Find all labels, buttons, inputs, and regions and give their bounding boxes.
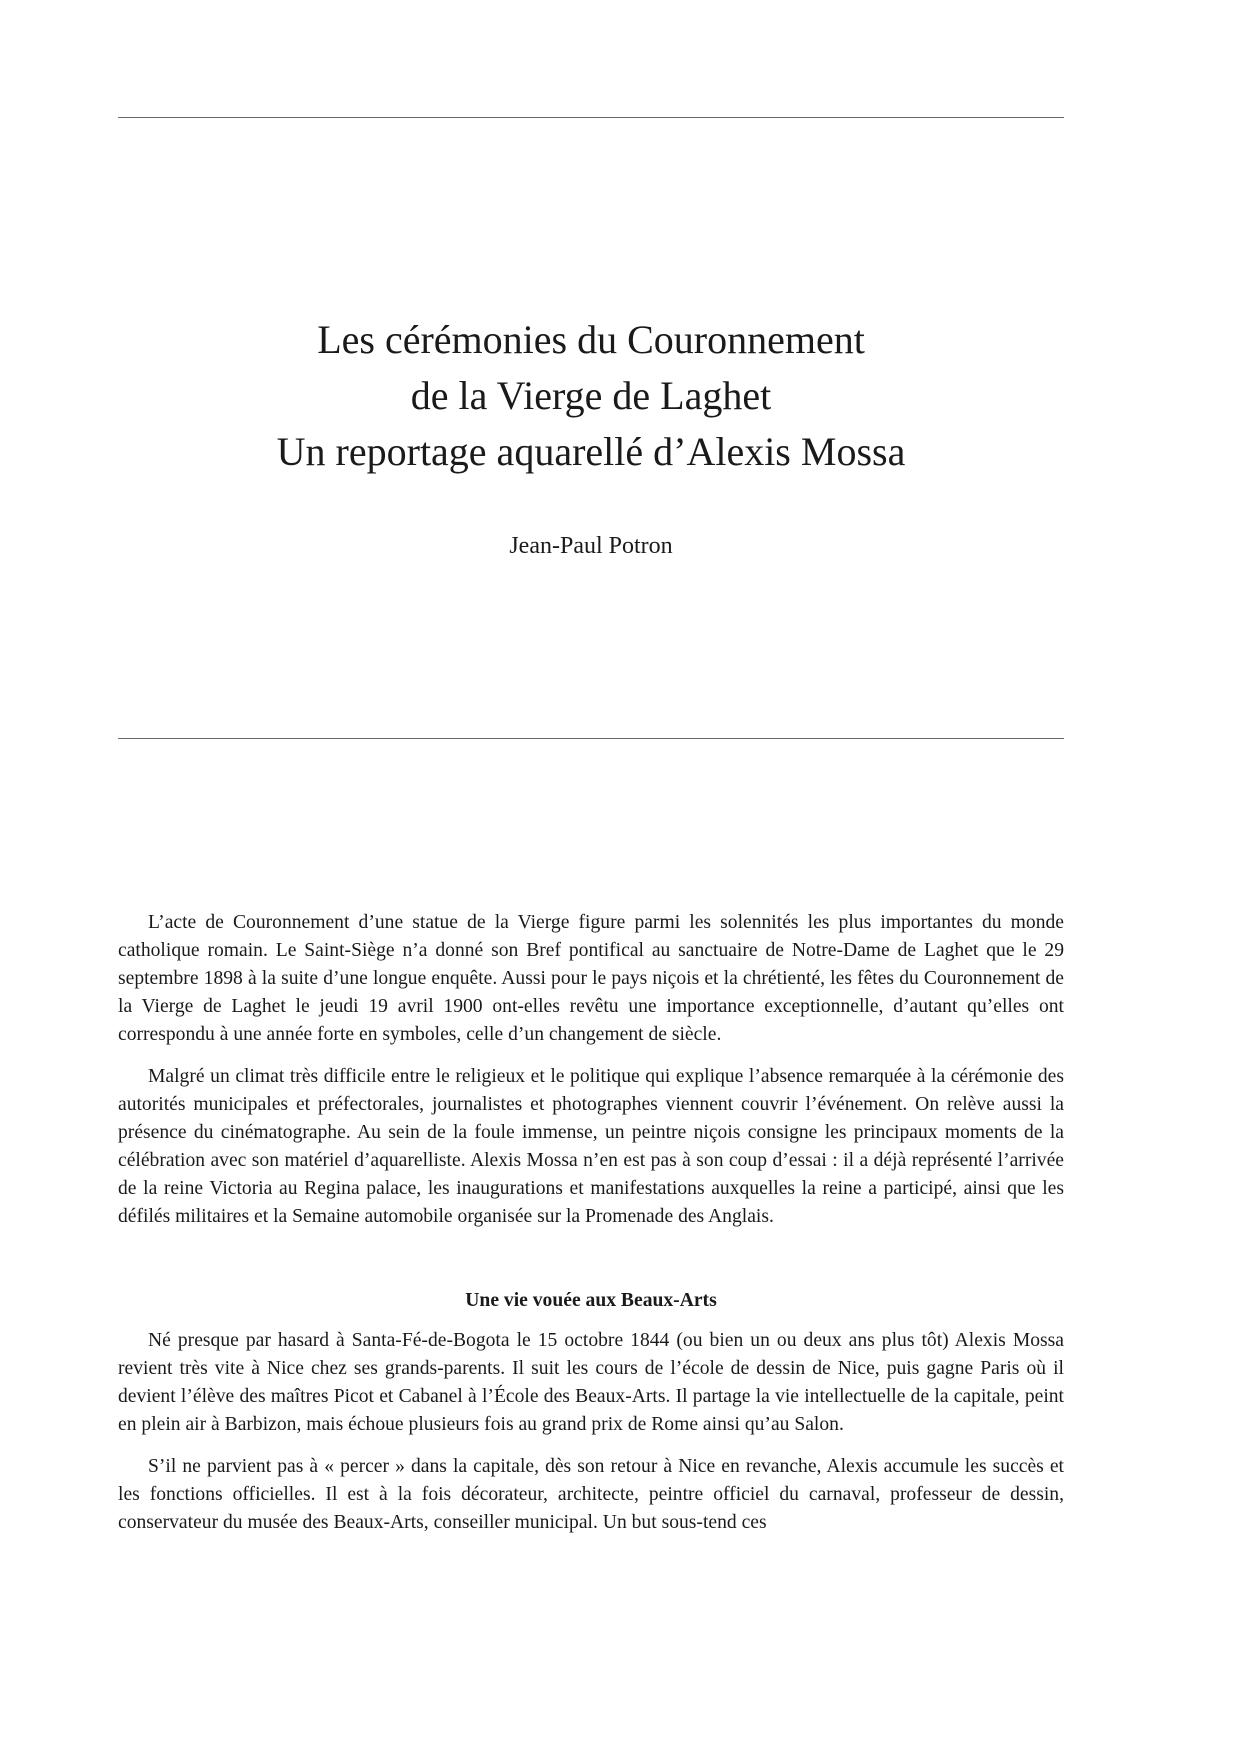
article-title bbox=[118, 312, 1064, 480]
title-line-1: Les cérémonies du Couronnement bbox=[317, 317, 865, 362]
top-rule bbox=[118, 117, 1064, 118]
paragraph: L’acte de Couronnement d’une statue de la Vierge figure parmi les solennités les plus importantes du monde catholique romain. Le Saint-Siège n’a donné son Bref pontifical au sanctuaire de Notre-Dame de Laghet que le 29 septembre 1898 à la suite d’une longue enquête. Aussi pour le pays niçois et la chrétienté, les fêtes du Couronnement de la Vierge de Laghet le jeudi 19 avril 1900 ont-elles revêtu une importance exceptionnelle, d’autant qu’elles ont correspondu à une année forte en symboles, celle d’un changement de siècle. bbox=[118, 912, 1064, 1045]
paragraph: Né presque par hasard à Santa-Fé-de-Bogota le 15 octobre 1844 (ou bien un ou deux ans plus tôt) Alexis Mossa revient très vite à Nice chez ses grands-parents. Il suit les cours de l’école de dessin de Nice, puis gagne Paris où il devient l’élève des maîtres Picot et Cabanel à l’École des Beaux-Arts. Il partage la vie intellectuelle de la capitale, peint en plein air à Barbizon, mais échoue plusieurs fois au grand prix de Rome ainsi qu’au Salon. bbox=[118, 1330, 1064, 1435]
subtitle-line: Un reportage aquarellé d’Alexis Mossa bbox=[276, 429, 906, 474]
paragraph: S’il ne parvient pas à « percer » dans la capitale, dès son retour à Nice en revanche, Alexis accumule les succès et les fonctions officielles. Il est à la fois décorateur, architecte, peintre officiel du carnaval, professeur de dessin, conservateur du musée des Beaux-Arts, conseiller municipal. Un but sous-tend ces bbox=[118, 1456, 1064, 1533]
bottom-rule bbox=[118, 738, 1064, 739]
article-body bbox=[118, 909, 1064, 1551]
paragraph: Malgré un climat très difficile entre le religieux et le politique qui explique l’absence remarquée à la cérémonie des autorités municipales et préfectorales, journalistes et photographes viennent couvrir l’événement. On relève aussi la présence du cinématographe. Au sein de la foule immense, un peintre niçois consigne les principaux moments de la célébration avec son matériel d’aquarelliste. Alexis Mossa n’en est pas à son coup d’essai : il a déjà représenté l’arrivée de la reine Victoria au Regina palace, les inaugurations et manifestations auxquelles la reine a participé, ainsi que les défilés militaires et la Semaine automobile organisée sur la Promenade des Anglais. bbox=[118, 1066, 1064, 1227]
title-line-2: de la Vierge de Laghet bbox=[410, 373, 772, 418]
author-name: Jean-Paul Potron bbox=[509, 533, 673, 559]
section-heading: Une vie vouée aux Beaux-Arts bbox=[465, 1290, 717, 1311]
